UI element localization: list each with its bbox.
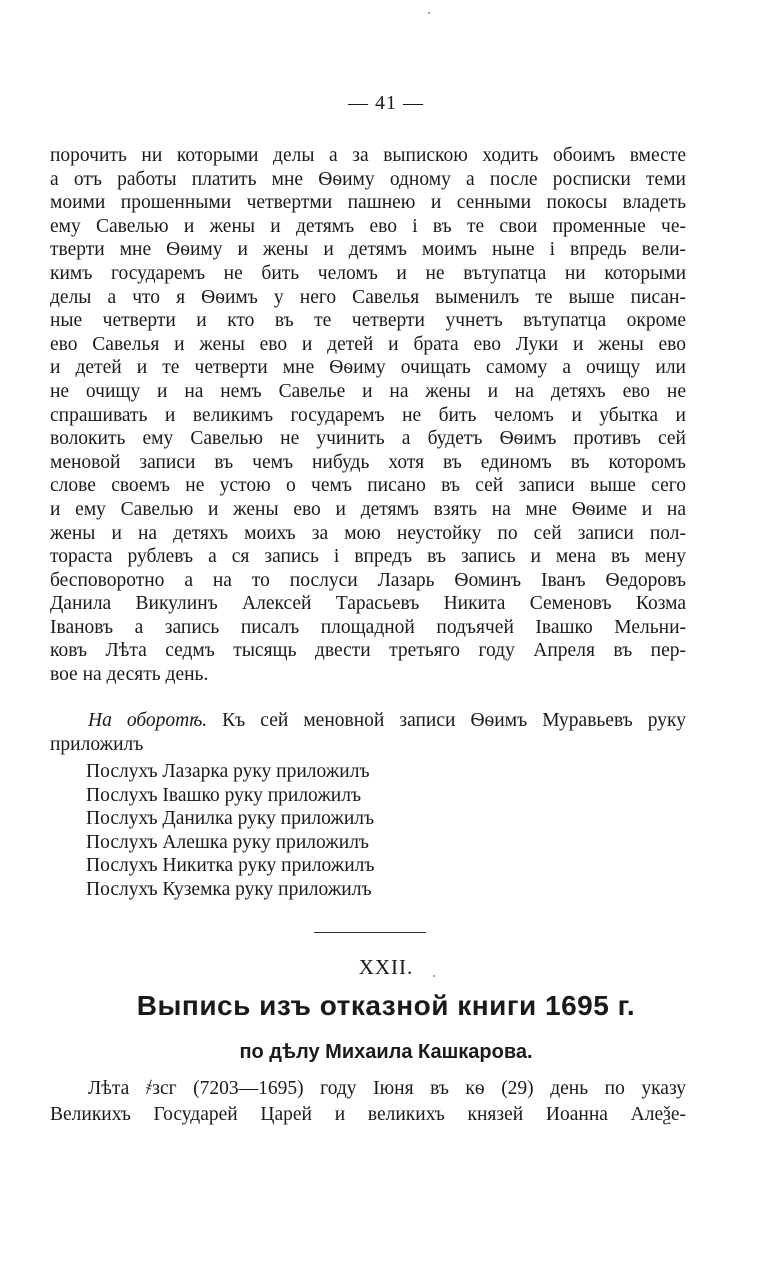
text-line: вое на десять день. [50,664,209,686]
text-line: и детей и те четверти мне Ѳѳиму очищать самому а очищу или [50,357,686,379]
page-number: — 41 — [348,92,424,114]
witness-entry: Послухъ Данилка руку приложилъ [86,808,375,830]
text-line: тораста рублевъ а ся запись і впредъ въ запись и мена въ мену [50,546,686,568]
text-line: Івановъ а запись писалъ площадной подъячей Івашко Мельни- [50,616,686,638]
text-line: делы а что я Ѳѳимъ у него Савелья выменилъ те выше писан- [50,286,686,308]
text-line: и ему Савелью и жены ево и детямъ взять на мне Ѳѳиме и на [50,498,686,520]
annotation-text: Къ сей меновной записи Ѳѳимъ Муравьевъ руку [207,710,686,731]
text-line: ему Савелью и жены и детямъ ево і въ те свои променные че- [50,215,686,237]
text-line: ные четверти и кто въ те четверти учнетъ вътупатца окроме [50,310,686,332]
text-line: ковъ Лѣта седмъ тысящь двести третьяго году Апреля въ пер- [50,640,686,662]
text-line: не очищу и на немъ Савелье и на жены и на детяхъ ево не [50,380,686,402]
section-title: Выпись изъ отказной книги 1695 г. [136,990,636,1021]
text-line: Великихъ Государей Царей и великихъ князей Иоанна Алеѯе- [50,1104,686,1125]
witness-entry: Послухъ Лазарка руку приложилъ [86,761,370,782]
annotation-line [50,709,686,733]
section-intro-text [50,1076,686,1128]
text-line: жены и на детяхъ моихъ за мою неустойку по сей записи пол- [50,522,686,544]
text-line: тверти мне Ѳѳиму и жены и детямъ моимъ ныне і впредь вели- [50,239,686,261]
annotation-label: На оборотѣ. [88,710,208,731]
text-line: моими прошенными четвертми пашнею и сенными покосы владеть [50,192,686,214]
section-number: XXII. [358,955,414,979]
witness-entry: Послухъ Куземка руку приложилъ [86,878,372,900]
section-divider [314,932,426,933]
scan-speck [433,975,435,977]
text-line: а отъ работы платить мне Ѳѳиму одному а после росписки теми [50,168,686,190]
section-subtitle: по дѣлу Михаила Кашкарова. [239,1041,533,1063]
annotation-line: приложилъ [50,734,144,755]
scan-speck [428,12,430,14]
witness-entry: Послухъ Алешка руку приложилъ [86,831,370,853]
text-line: слове своемъ не устою о чемъ писано въ сей записи выше сего [50,475,686,497]
witness-entry: Послухъ Івашко руку приложилъ [86,784,362,806]
text-line: порочить ни которыми делы а за выпискою ходить обоимъ вместе [50,145,686,166]
witness-entry: Послухъ Никитка руку приложилъ [86,855,375,877]
witness-list [86,760,374,902]
text-line: ево Савелья и жены ево и детей и брата ево Луки и жены ево [50,333,686,355]
text-line: Лѣта ҂зсг (7203—1695) году Іюня въ кѳ (29) день по указу [88,1078,686,1099]
text-line: спрашивать и великимъ государемъ не бить челомъ и убытка и [50,404,686,426]
reverse-side-note [50,709,686,757]
text-line: Данила Викулинъ Алексей Тарасьевъ Никита Семеновъ Козма [50,593,686,615]
text-line: волокить ему Савелью не учинить а будетъ Ѳѳимъ противъ сей [50,428,686,450]
text-line: кимъ государемъ не бить челомъ и не вътупатца ни которыми [50,262,686,284]
text-line: бесповоротно а на то послуси Лазарь Ѳоминъ Іванъ Ѳедоровъ [50,569,686,591]
text-line: меновой записи въ чемъ нибудь хотя въ единомъ въ которомъ [50,451,686,473]
record-body-text [50,144,686,687]
